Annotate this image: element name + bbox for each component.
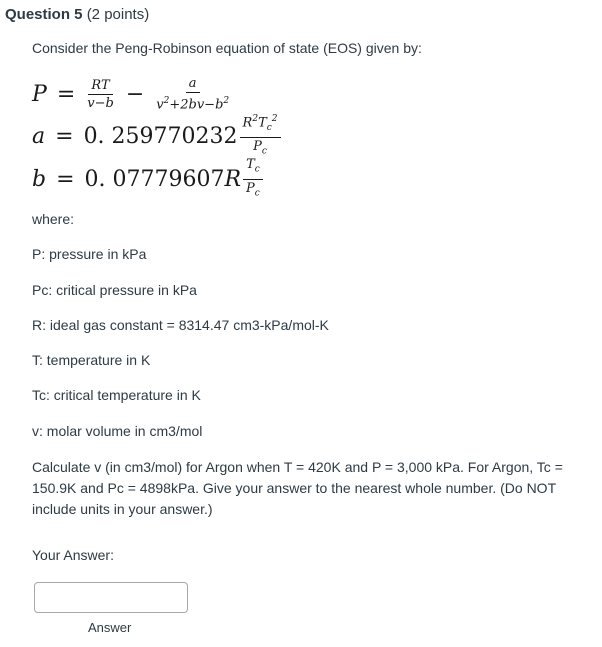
eq2-numerator — [240, 112, 281, 138]
eq1-frac2-den-rest: +2bv−b — [169, 97, 224, 113]
where-label: where: — [32, 211, 75, 227]
question-header — [0, 0, 602, 30]
eq3-num-T: T — [246, 156, 255, 172]
eq2-den-P-sub: c — [261, 146, 267, 157]
equation-a — [32, 114, 283, 157]
eq2-equals: = — [55, 123, 74, 149]
eq2-coefficient: 0. 259770232 — [83, 123, 238, 149]
eq1-fraction-2 — [156, 76, 229, 112]
eq1-frac1-denominator: v−b — [87, 95, 114, 111]
answer-caption: Answer — [88, 620, 132, 635]
definition-tc: Tc: critical temperature in K — [32, 387, 201, 403]
answer-input[interactable] — [34, 582, 188, 613]
eq1-frac2-den-sup2: 2 — [223, 95, 230, 106]
eq2-num-R: R — [242, 115, 253, 131]
question-title: Question 5 — [5, 6, 83, 23]
eq1-frac2-denominator — [156, 93, 229, 112]
eq3-num-T-sub: c — [254, 164, 260, 175]
task-description: Calculate v (in cm3/mol) for Argon when T = 420K and P = 3,000 kPa. For Argon, Tc = 150.9K and Pc = 4898kPa. Give your answer to the nearest whole number. (Do NOT include units in your answer.) — [32, 459, 563, 517]
answer-label: Your Answer: — [32, 547, 114, 563]
eq1-frac2-den-v: v — [156, 97, 164, 113]
question-intro: Consider the Peng-Robinson equation of state (EOS) given by: — [32, 40, 422, 56]
eq3-den-P-sub: c — [254, 188, 260, 199]
eq2-lhs: a — [32, 123, 46, 149]
eq3-den-P: P — [246, 180, 255, 196]
equation-b — [32, 156, 265, 199]
eq2-fraction — [240, 112, 281, 160]
eq3-fraction — [243, 157, 263, 201]
eq1-fraction-1 — [87, 78, 114, 111]
eq3-coefficient: 0. 07779607 — [84, 166, 225, 192]
eq3-lhs: b — [32, 166, 47, 192]
eq1-lhs: P — [32, 81, 47, 107]
definition-t: T: temperature in K — [32, 352, 151, 368]
eq3-equals: = — [56, 166, 75, 192]
eq1-frac2-numerator: a — [186, 76, 200, 93]
definition-pc: Pc: critical pressure in kPa — [32, 282, 197, 298]
eq1-frac2-den-sup: 2 — [163, 95, 170, 106]
definition-r: R: ideal gas constant = 8314.47 cm3-kPa/mol-K — [32, 317, 329, 333]
equation-pressure — [32, 74, 231, 114]
eq3-numerator — [243, 157, 263, 180]
eq1-minus: − — [125, 81, 145, 107]
eq2-num-T: T — [258, 115, 267, 131]
eq1-equals: = — [56, 81, 76, 107]
question-points: (2 points) — [86, 6, 150, 23]
eq3-R: R — [224, 166, 242, 192]
eq2-num-R-sup: 2 — [252, 114, 259, 125]
eq2-num-T-sup: 2 — [271, 114, 278, 125]
definition-v: v: molar volume in cm3/mol — [32, 423, 203, 439]
eq3-denominator — [246, 180, 260, 202]
definition-p: P: pressure in kPa — [32, 246, 147, 262]
eq1-frac1-numerator: RT — [88, 78, 112, 95]
eq2-den-P: P — [253, 139, 262, 155]
eq2-num-T-sub: c — [266, 123, 272, 134]
